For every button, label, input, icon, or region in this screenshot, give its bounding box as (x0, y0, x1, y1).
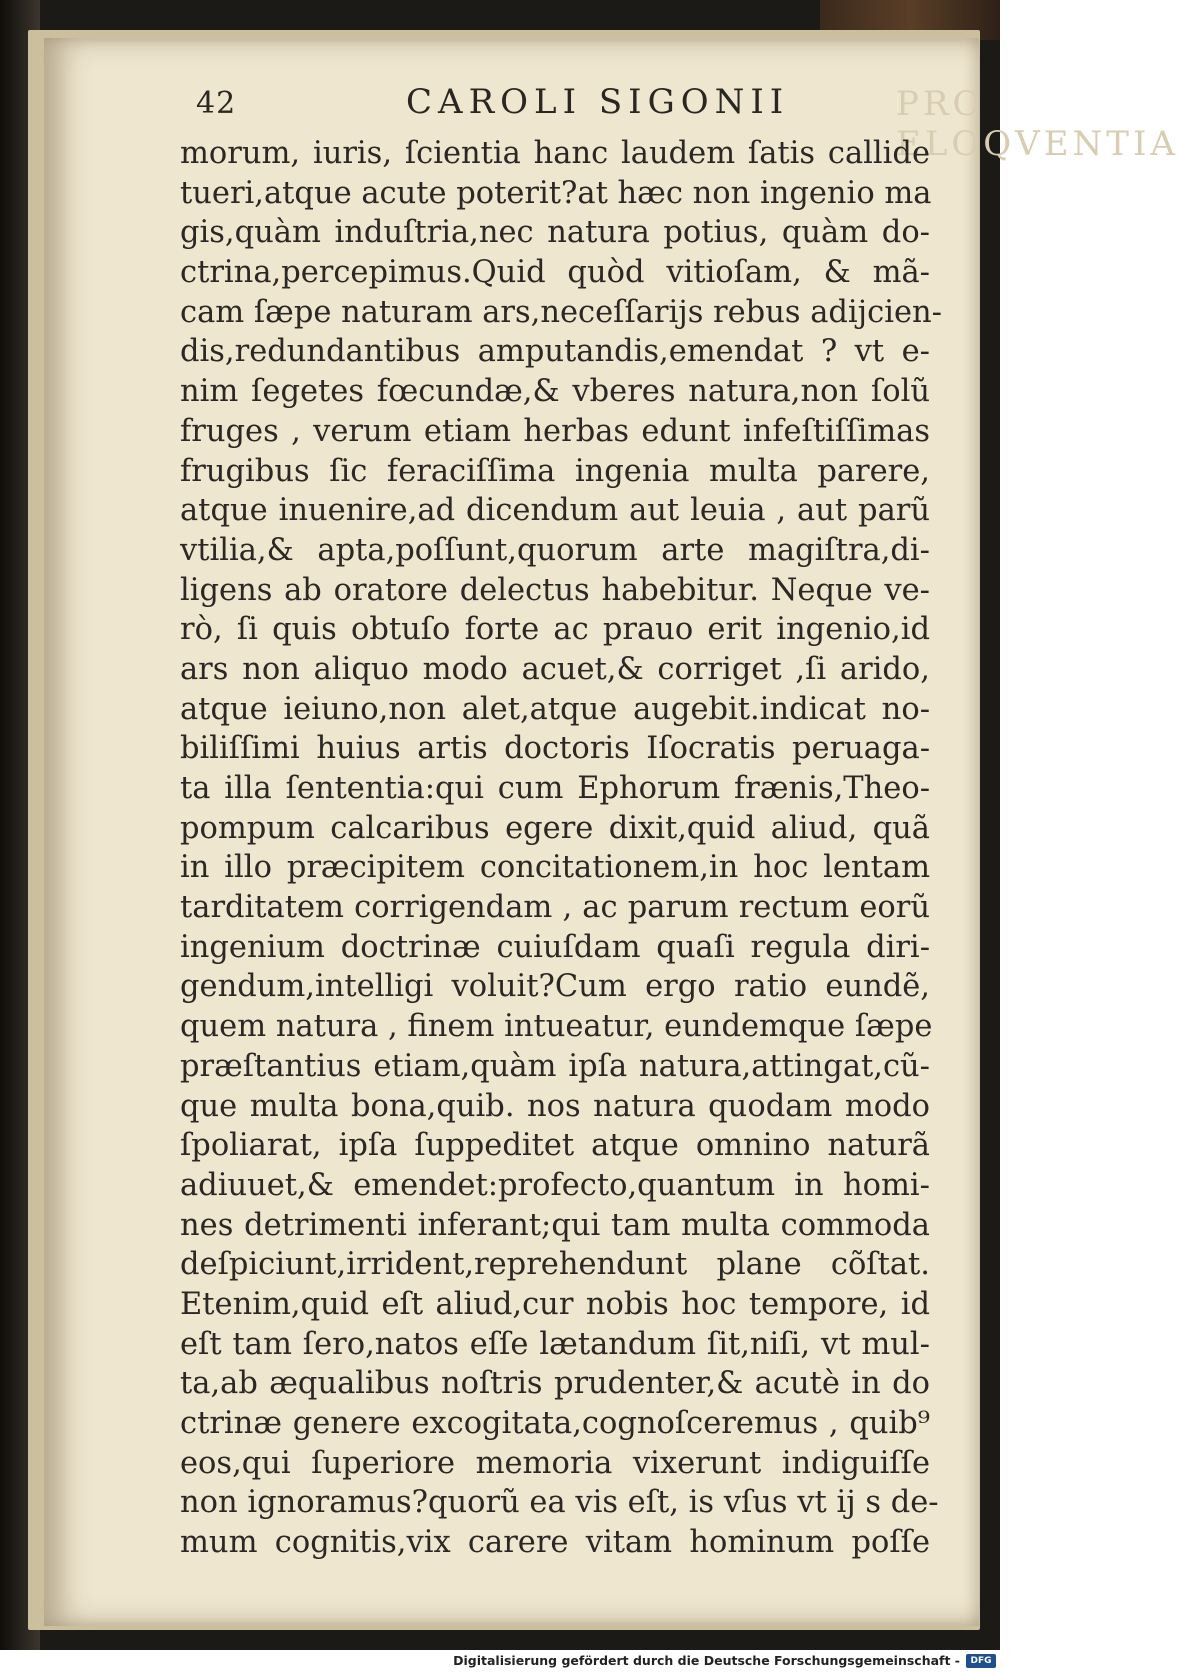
text-line: que multa bona,quib. nos natura quodam modo (180, 1088, 930, 1124)
text-line: nes detrimenti inferant;qui tam multa commoda (180, 1207, 930, 1243)
text-line: biliſſimi huius artis doctoris Iſocratis peruaga- (180, 731, 930, 767)
footer-bar (0, 1650, 1000, 1673)
text-line: atque inuenire,ad dicendum aut leuia , aut parũ (180, 493, 930, 529)
body-text (180, 134, 942, 1563)
text-line: gis,quàm induſtria,nec natura potius, quàm do- (180, 215, 930, 251)
text-line: ctrinæ genere excogitata,cognoſceremus , quib⁹ (180, 1406, 930, 1441)
text-line: cam ſæpe naturam ars,neceſſarijs rebus adijcien- (180, 294, 942, 330)
text-line: ligens ab oratore delectus habebitur. Neque ve- (180, 572, 930, 608)
text-line: non ignoramus?quorũ ea vis eſt, is vſus vt ij s de- (180, 1485, 939, 1521)
text-line: eſt tam ſero,natos eſſe lætandum ſit,niſi, vt mul- (180, 1326, 930, 1362)
text-line: vtilia,& apta,poſſunt,quorum arte magiſtra,di- (180, 532, 930, 568)
text-line: fruges , verum etiam herbas edunt infeſtiſſimas (180, 413, 930, 449)
text-line: pompum calcaribus egere dixit,quid aliud, quã (180, 810, 930, 846)
text-line: mum cognitis,vix carere vitam hominum poſſe (180, 1525, 930, 1561)
text-line: ctrina,percepimus.Quid quòd vitioſam, & mã- (180, 255, 930, 291)
text-line: quem natura , finem intueatur, eundemque ſæpe (180, 1009, 933, 1045)
text-line: ars non aliquo modo acuet,& corriget ,ſi arido, (180, 651, 930, 687)
text-line: eos,qui ſuperiore memoria vixerunt indiguiſſe (180, 1445, 930, 1481)
text-line: adiuuet,& emendet:profecto,quantum in homi- (180, 1167, 930, 1203)
text-line: morum, iuris, ſcientia hanc laudem ſatis callide (180, 136, 930, 171)
text-line: nim ſegetes fœcundæ,& vberes natura,non ſolũ (180, 374, 930, 410)
text-line: præſtantius etiam,quàm ipſa natura,attingat,cũ- (180, 1048, 930, 1084)
text-line: Etenim,quid eſt aliud,cur nobis hoc tempore, id (180, 1286, 930, 1322)
dfg-logo: DFG (966, 1654, 996, 1668)
text-line: atque ieiuno,non alet,atque augebit.indicat no- (180, 691, 930, 727)
text-line: ta illa ſententia:qui cum Ephorum frænis,Theo- (180, 771, 930, 806)
digitization-credit: Digitalisierung gefördert durch die Deutsche Forschungsgemeinschaft - (453, 1653, 960, 1668)
text-line: tueri,atque acute poterit?at hæc non ingenio ma (180, 175, 932, 211)
book-page (44, 38, 1179, 1626)
text-line: ſpoliarat, ipſa ſuppeditet atque omnino naturã (180, 1128, 930, 1164)
text-line: gendum,intelligi voluit?Cum ergo ratio eundẽ, (180, 969, 930, 1005)
text-line: tarditatem corrigendam , ac parum rectum eorũ (180, 890, 930, 926)
text-line: frugibus ſic feraciſſima ingenia multa parere, (180, 453, 930, 489)
bleed-through-text: PRO ELOQVENTIA (896, 84, 1179, 164)
page-number: 42 (196, 86, 237, 121)
text-line: in illo præcipitem concitationem,in hoc lentam (180, 850, 930, 886)
text-line: deſpiciunt,irrident,reprehendunt plane cõſtat. (180, 1247, 930, 1283)
text-line: dis,redundantibus amputandis,emendat ? vt e- (180, 334, 930, 370)
text-line: rò, ſi quis obtuſo forte ac prauo erit ingenio,id (180, 612, 930, 648)
running-head: CAROLI SIGONII (406, 82, 790, 122)
text-line: ta,ab æqualibus noſtris prudenter,& acutè in do (180, 1366, 930, 1402)
text-line: ingenium doctrinæ cuiuſdam quaſi regula diri- (180, 929, 930, 965)
